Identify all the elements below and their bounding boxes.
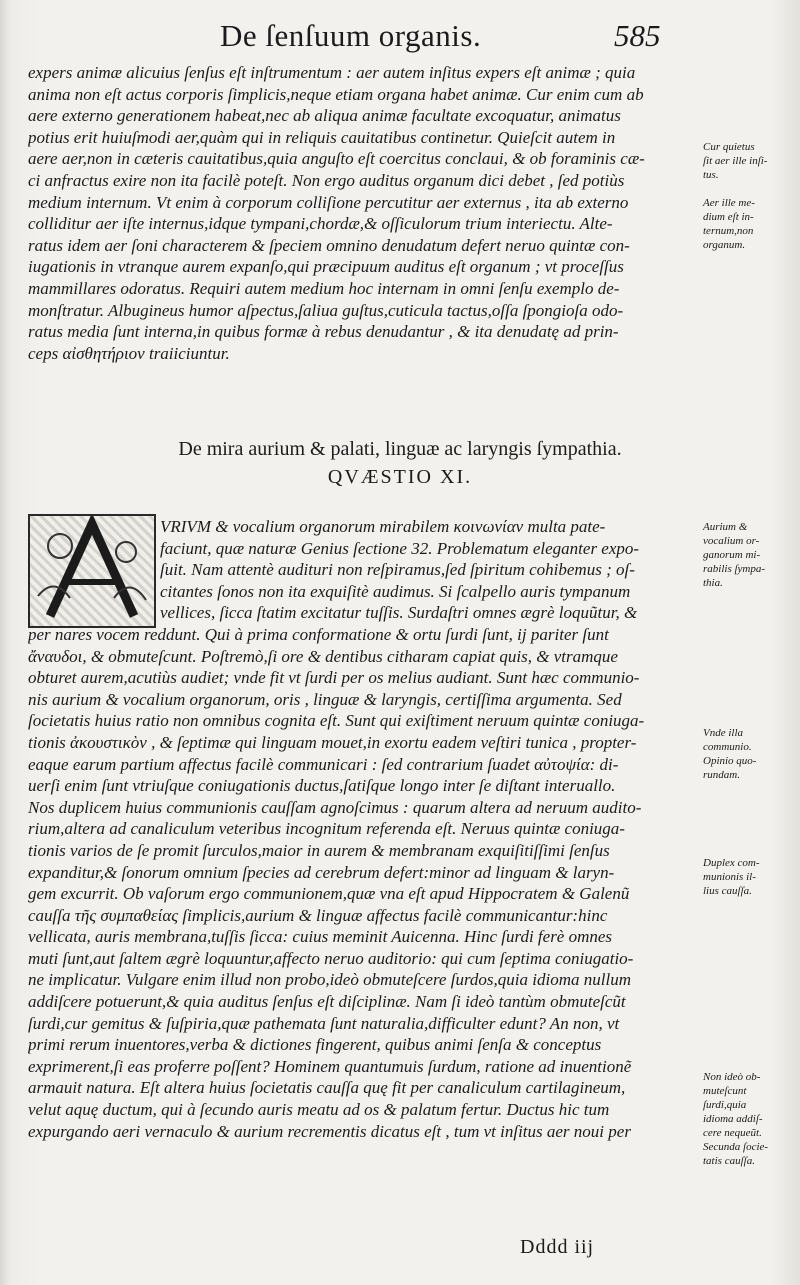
text-line: gem excurrit. Ob vaſorum ergo communionem,quæ vna eſt apud Hippocratem & Galenũ bbox=[28, 884, 630, 904]
text-line: eaque earum partium affectus facilè communicari : ſed contrarium ſuadet αὐτοψία: di- bbox=[28, 754, 619, 774]
text-line: ne implicatur. Vulgare enim illud non probo,ideò obmuteſcere ſurdos,quia idioma nullum bbox=[28, 970, 631, 990]
margin-note-line: thia. bbox=[703, 577, 723, 589]
margin-note bbox=[703, 196, 795, 252]
text-line: obturet aurem,acutiùs audiet; vnde fit vt ſurdi per os melius audiant. Sunt hæc communio- bbox=[28, 668, 640, 688]
margin-note bbox=[703, 1070, 795, 1168]
margin-note-line: organum. bbox=[703, 239, 746, 251]
text-line: addiſcere potuerunt,& quia auditus ſenſus eſt diſciplinæ. Nam ſi ideò tantùm obmuteſcũt bbox=[28, 992, 626, 1012]
text-line: VRIVM & vocalium organorum mirabilem κοινωνίαν multa pate- bbox=[160, 517, 606, 536]
margin-note bbox=[703, 520, 795, 590]
text-block-2 bbox=[28, 516, 696, 1142]
page-number: 585 bbox=[614, 18, 661, 53]
margin-note-line: rabilis ſympa- bbox=[703, 563, 766, 575]
text-line: primi rerum inuentores,verba & dictiones fingerent, quibus animi ſenſa & conceptus bbox=[28, 1035, 602, 1055]
text-line: potius erit huiuſmodi aer,quàm qui in reliquis cauitatibus continetur. Quieſcit autem in bbox=[28, 127, 616, 147]
text-line: expanditur,& ſonorum omnium ſpecies ad cerebrum defert:minor ad linguam & laryn- bbox=[28, 862, 615, 882]
text-line: aere externo generationem habeat,nec ab aliqua animæ facultate excoquatur, animatus bbox=[28, 106, 621, 126]
text-line: ci anfractus exire non ita facilè poteſt. Non ergo auditus organum dici debet , ſed potiùs bbox=[28, 170, 625, 190]
margin-note-line: ternum,non bbox=[703, 225, 754, 237]
text-line: exprimerent,ſi eas proferre poſſent? Hominem quantumuis ſurdum, ratione ad inuentionẽ bbox=[28, 1056, 632, 1076]
text-line: armauit natura. Eſt altera huius ſocietatis cauſſa quę fit per canaliculum cartilagineum, bbox=[28, 1078, 626, 1098]
text-line: rium,altera ad canaliculum veteribus incognitum referenda eſt. Neruus quintæ coniuga- bbox=[28, 819, 625, 839]
margin-note-line: Duplex com- bbox=[703, 857, 760, 869]
margin-note-line: vocalium or- bbox=[703, 535, 760, 547]
margin-note-line: rundam. bbox=[703, 769, 740, 781]
margin-note-line: dium eſt in- bbox=[703, 211, 754, 223]
text-line: ratus idem aer ſoni characterem & ſpeciem omnino denudatum defert neruo quintæ con- bbox=[28, 235, 630, 255]
question-label: QVÆSTIO XI. bbox=[327, 466, 473, 488]
margin-note-line: lius cauſſa. bbox=[703, 885, 752, 897]
text-line: anima non eſt actus corporis ſimplicis,neque etiam organa habet animæ. Cur enim cum ab bbox=[28, 84, 644, 104]
text-line: iugationis in vtranque aurem expanſo,qui præcipuum auditus eſt organum ; vt proceſſus bbox=[28, 257, 624, 277]
margin-note bbox=[703, 140, 795, 182]
margin-note-line: Cur quietus bbox=[703, 141, 755, 153]
text-line: ſuit. Nam attentè audituri non reſpiramus,ſed ſpiritum cohibemus ; oſ- bbox=[160, 560, 635, 580]
text-block-1 bbox=[28, 62, 696, 364]
margin-note bbox=[703, 856, 795, 898]
margin-note-line: cere nequeũt. bbox=[703, 1127, 762, 1139]
text-line: muti ſunt,aut ſaltem ægrè loquuntur,affecto neruo auditorio: qui cum ſeptima coniugatio- bbox=[28, 948, 634, 968]
text-line: citantes ſonos non ita exquiſitè audimus. Si ſcalpello auris tympanum bbox=[160, 581, 631, 601]
text-line: tionis varios de ſe promit ſurculos,maior in aurem & membranam exquiſitiſſimi ſenſus bbox=[28, 840, 610, 860]
running-head bbox=[0, 18, 800, 58]
margin-note-line: Secunda ſocie- bbox=[703, 1141, 769, 1153]
margin-note bbox=[703, 726, 795, 782]
text-line: expurgando aeri vernaculo & aurium recrementis dicatus eſt , tum vt inſitus aer noui per bbox=[28, 1121, 631, 1141]
text-line: velut aquę ductum, qui à ſecundo auris meatu ad os & palatum fertur. Ductus hic tum bbox=[28, 1100, 610, 1120]
text-line: cauſſa τῆς συμπαθείας ſimplicis,aurium & linguæ affectus facilè communicantur:hinc bbox=[28, 905, 608, 925]
text-line: uerſi enim ſunt vtriuſque coniugationis ductus,ſatiſque longo inter ſe diſtant interuallo. bbox=[28, 776, 616, 796]
text-line: faciunt, quæ naturæ Genius ſectione 32. Problematum eleganter expo- bbox=[160, 538, 640, 558]
margin-note-line: ganorum mi- bbox=[703, 549, 761, 561]
margin-note-line: Vnde illa bbox=[703, 727, 744, 739]
running-head-title: De ſenſuum organis. bbox=[220, 18, 482, 53]
margin-note-line: muteſcunt bbox=[703, 1085, 747, 1097]
margin-note-line: idioma addiſ- bbox=[703, 1113, 763, 1125]
text-line: monſtratur. Albugineus humor aſpectus,ſaliua guſtus,cuticula tactus,oſſa ſpongioſa odo- bbox=[28, 300, 624, 320]
margin-note-line: Aer ille me- bbox=[703, 197, 755, 209]
text-line: mammillares odoratus. Requiri autem medium hoc internam in omni ſenſu exemplo de- bbox=[28, 278, 620, 298]
text-line: Nos duplicem huius communionis cauſſam agnoſcimus : quarum altera ad neruum audito- bbox=[28, 797, 642, 817]
section-heading: De mira aurium & palati, linguæ ac laryngis ſympathia. bbox=[178, 438, 622, 460]
text-line: tionis ἀκουστικὸν , & ſeptimæ qui linguam mouet,in exortu eadem veſtiri tunica , propter- bbox=[28, 732, 637, 752]
margin-note-line: communio. bbox=[703, 741, 752, 753]
text-line: vellicata, auris membrana,tuſſis ſicca: cuius meminit Auicenna. Hinc ſurdi ferè omnes bbox=[28, 927, 613, 947]
margin-note-line: tatis cauſſa. bbox=[703, 1155, 755, 1167]
text-line: ceps αἰσθητήριον traiiciuntur. bbox=[28, 343, 230, 363]
margin-note-line: ſurdi,quia bbox=[703, 1099, 747, 1111]
text-line: ratus media ſunt interna,in quibus formæ à rebus denudantur , & ita denudatę ad prin- bbox=[28, 322, 619, 342]
text-line: ſocietatis huius ratio non omnibus cognita eſt. Sunt qui exiſtiment neruum quintæ coniuga- bbox=[28, 711, 645, 731]
text-line: nis aurium & vocalium organorum, oris , linguæ & laryngis, certiſſima argumenta. Sed bbox=[28, 689, 622, 709]
margin-note-line: munionis il- bbox=[703, 871, 756, 883]
text-line: ſurdi,cur gemitus & ſuſpiria,quæ pathemata ſunt naturalia,difficulter edunt? An non, vt bbox=[28, 1013, 620, 1033]
text-line: vellices, ſicca ſtatim excitatur tuſſis. Surdaſtri omnes ægrè loquũtur, & bbox=[160, 603, 638, 623]
margin-note-line: tus. bbox=[703, 169, 719, 181]
signature-mark: Dddd iij bbox=[520, 1236, 595, 1258]
text-line: ἄναυδοι, & obmuteſcunt. Poſtremò,ſi ore & dentibus citharam capiat quis, & vtramque bbox=[28, 646, 618, 666]
margin-note-line: ſit aer ille inſi- bbox=[703, 155, 768, 167]
margin-note-line: Non ideò ob- bbox=[703, 1071, 761, 1083]
margin-note-line: Opinio quo- bbox=[703, 755, 757, 767]
text-line: medium internum. Vt enim à corporum colliſione percutitur aer externus , ita ab externo bbox=[28, 192, 629, 212]
text-line: per nares vocem reddunt. Qui à prima conformatione & ortu ſurdi ſunt, ij pariter ſunt bbox=[28, 624, 609, 644]
text-line: expers animæ alicuius ſenſus eſt inſtrumentum : aer autem inſitus expers eſt animæ ; quia bbox=[28, 63, 636, 82]
text-line: colliditur aer iſte internus,idque tympani,chordæ,& oſſiculorum trium interiectu. Alte- bbox=[28, 214, 613, 234]
text-line: aere aer,non in cæteris cauitatibus,quia anguſto eſt coercitus conclaui, & ob foraminis cæ- bbox=[28, 149, 645, 169]
margin-note-line: Aurium & bbox=[703, 521, 748, 533]
